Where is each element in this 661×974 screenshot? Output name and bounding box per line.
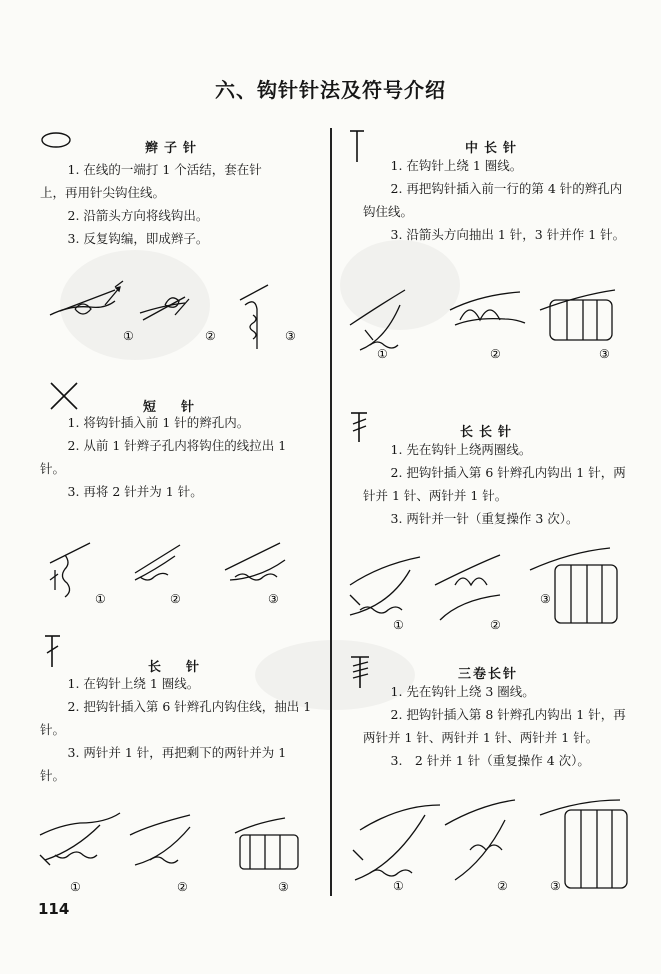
half-double-step-2: 2. 再把钩针插入前一行的第 4 针的辫孔内钩住线。 xyxy=(363,181,623,219)
single-illus-label-3: ③ xyxy=(268,592,279,606)
treble-step-3: 3. 两针并一针（重复操作 3 次）。 xyxy=(390,511,579,526)
half-double-step-1: 1. 在钩针上绕 1 圈线。 xyxy=(390,158,523,173)
single-step-2: 2. 从前 1 针辫子孔内将钩住的线拉出 1 针。 xyxy=(40,438,287,476)
page-number: 114 xyxy=(38,900,70,918)
chain-step-1: 1. 在线的一端打 1 个活结，套在针上，再用针尖钩住线。 xyxy=(40,162,262,200)
double-illus-label-3: ③ xyxy=(278,880,289,894)
section-title-chain: 辫子针 xyxy=(145,141,203,156)
t-slash-symbol-icon xyxy=(42,633,66,669)
triple-treble-steps xyxy=(363,680,629,772)
treble-step-2: 2. 把钩针插入第 6 针辫孔内钩出 1 针，两针并 1 针、两针并 1 针。 xyxy=(363,465,626,503)
triple-treble-step-2: 2. 把钩针插入第 8 针辫孔内钩出 1 针，再两针并 1 针、两针并 1 针、两针并 1 针。 xyxy=(363,707,626,745)
double-illus-label-1: ① xyxy=(70,880,81,894)
chain-illus-label-3: ③ xyxy=(285,329,296,343)
triple-treble-illus-label-2: ② xyxy=(497,879,508,893)
double-illus-label-2: ② xyxy=(177,880,188,894)
half-double-step-3: 3. 沿箭头方向抽出 1 针，3 针并作 1 针。 xyxy=(390,227,626,242)
triple-treble-step-1: 1. 先在钩针上绕 3 圈线。 xyxy=(390,684,535,699)
chain-stitch-illustration xyxy=(45,275,310,355)
single-crochet-illustration xyxy=(40,525,310,610)
treble-illus-label-1: ① xyxy=(393,618,404,632)
section-title-single: 短 针 xyxy=(143,400,201,415)
double-crochet-illustration xyxy=(35,805,310,897)
x-symbol-icon xyxy=(48,380,80,412)
section-title-treble: 长长针 xyxy=(460,425,518,440)
half-double-illus-label-2: ② xyxy=(490,347,501,361)
column-divider xyxy=(330,128,332,896)
single-step-3: 3. 再将 2 针并为 1 针。 xyxy=(67,484,203,499)
section-title-half-double: 中长针 xyxy=(465,141,523,156)
page-title: 六、钩针针法及符号介绍 xyxy=(215,78,446,102)
single-illus-label-2: ② xyxy=(170,592,181,606)
half-double-illus-label-1: ① xyxy=(377,347,388,361)
double-step-3: 3. 两针并 1 针，再把剩下的两针并为 1 针。 xyxy=(40,745,287,783)
half-double-steps xyxy=(363,154,629,246)
chain-steps xyxy=(40,158,280,250)
chain-illus-label-1: ① xyxy=(123,329,134,343)
treble-crochet-illustration xyxy=(340,545,630,635)
single-step-1: 1. 将钩针插入前 1 针的辫孔内。 xyxy=(67,415,250,430)
triple-treble-illus-label-3: ③ xyxy=(550,879,561,893)
treble-illus-label-3: ③ xyxy=(540,592,551,606)
double-step-1: 1. 在钩针上绕 1 圈线。 xyxy=(67,676,200,691)
single-steps xyxy=(40,411,312,503)
triple-treble-illus-label-1: ① xyxy=(393,879,404,893)
chain-step-2: 2. 沿箭头方向将线钩出。 xyxy=(67,208,209,223)
single-illus-label-1: ① xyxy=(95,592,106,606)
double-steps xyxy=(40,672,312,787)
treble-steps xyxy=(363,438,629,530)
treble-illus-label-2: ② xyxy=(490,618,501,632)
half-double-crochet-illustration xyxy=(345,285,630,370)
section-title-triple-treble: 三卷长针 xyxy=(458,667,519,682)
triple-treble-crochet-illustration xyxy=(345,795,635,895)
chain-illus-label-2: ② xyxy=(205,329,216,343)
chain-oval-symbol-icon xyxy=(40,131,72,149)
treble-step-1: 1. 先在钩针上绕两圈线。 xyxy=(390,442,532,457)
double-step-2: 2. 把钩针插入第 6 针辫孔内钩住线，抽出 1 针。 xyxy=(40,699,312,737)
section-title-double: 长 针 xyxy=(148,660,206,675)
chain-step-3: 3. 反复钩编，即成辫子。 xyxy=(67,231,209,246)
half-double-illus-label-3: ③ xyxy=(599,347,610,361)
triple-treble-step-3: 3. 2 针并 1 针（重复操作 4 次）。 xyxy=(390,753,590,768)
